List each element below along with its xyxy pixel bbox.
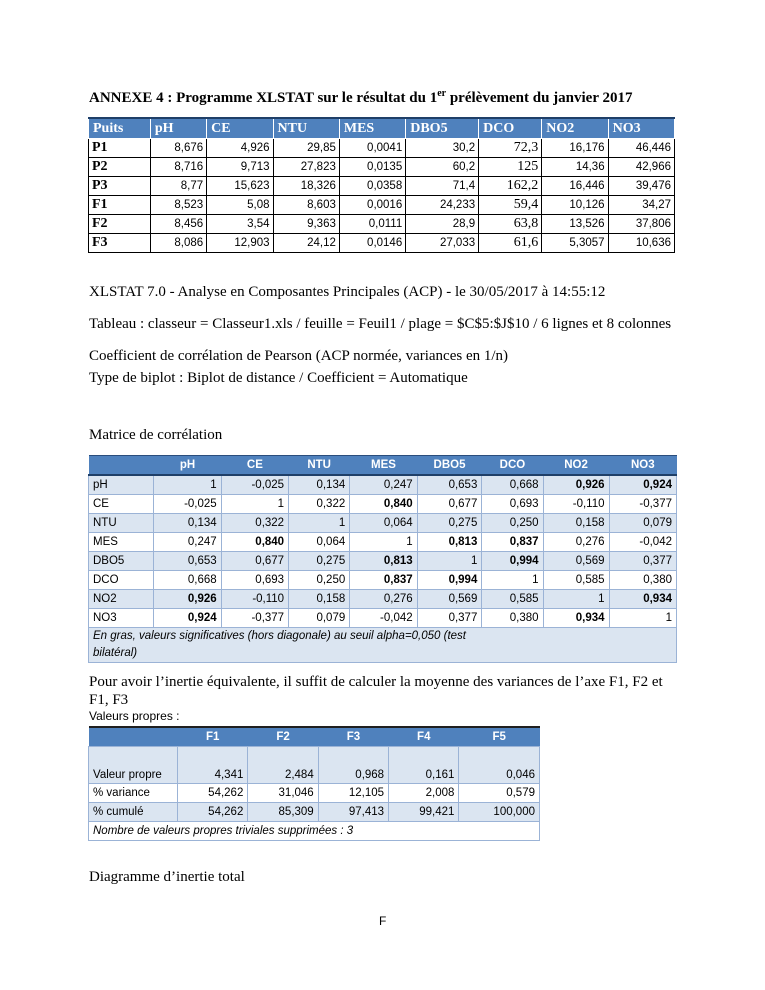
- table-cell: 0,693: [482, 495, 543, 514]
- table-row: [89, 215, 675, 234]
- table-cell: 4,341: [178, 747, 248, 784]
- table-cell: 0,813: [350, 552, 417, 571]
- column-header: F5: [459, 727, 540, 747]
- table-row: [89, 590, 677, 609]
- note-row: [89, 822, 540, 841]
- inertia-diagram-heading: Diagramme d’inertie total: [89, 869, 245, 885]
- table-cell: -0,377: [221, 609, 288, 628]
- column-header: DCO: [482, 456, 543, 476]
- table-cell: 8,676: [150, 139, 206, 158]
- pearson-info: Coefficient de corrélation de Pearson (ACP normée, variances en 1/n): [89, 348, 509, 364]
- table-cell: 97,413: [318, 803, 388, 822]
- row-label: P2: [89, 158, 151, 177]
- row-label: NTU: [89, 514, 154, 533]
- table-cell: 0,322: [289, 495, 350, 514]
- column-header: NO3: [609, 456, 676, 476]
- table-cell: 0,0135: [339, 158, 405, 177]
- table-cell: 10,636: [608, 234, 674, 253]
- row-label: P3: [89, 177, 151, 196]
- table-cell: 0,653: [417, 475, 482, 495]
- eigenvalues-table: [88, 726, 540, 841]
- table-cell: -0,042: [609, 533, 676, 552]
- table-cell: 42,966: [608, 158, 674, 177]
- table-cell: 0,653: [154, 552, 221, 571]
- table-cell: 0,968: [318, 747, 388, 784]
- table-cell: 0,668: [154, 571, 221, 590]
- row-label: F2: [89, 215, 151, 234]
- trivial-eigen-note: Nombre de valeurs propres triviales supprimées : 3: [89, 822, 540, 841]
- column-header: NO3: [608, 118, 674, 139]
- table-cell: -0,110: [221, 590, 288, 609]
- table-cell: 0,569: [417, 590, 482, 609]
- table-cell: 0,0041: [339, 139, 405, 158]
- table-cell: 46,446: [608, 139, 674, 158]
- table-cell: 0,934: [543, 609, 609, 628]
- column-header: NTU: [273, 118, 339, 139]
- table-cell: 0,161: [389, 747, 459, 784]
- column-header: [89, 727, 178, 747]
- row-label: DBO5: [89, 552, 154, 571]
- table-cell: -0,025: [221, 475, 288, 495]
- table-cell: 10,126: [542, 196, 608, 215]
- table-cell: 0,924: [154, 609, 221, 628]
- table-cell: 125: [479, 158, 542, 177]
- column-header: DCO: [479, 118, 542, 139]
- column-header: F4: [389, 727, 459, 747]
- table-cell: 24,12: [273, 234, 339, 253]
- table-cell: -0,025: [154, 495, 221, 514]
- table-cell: 0,840: [350, 495, 417, 514]
- table-cell: 1: [482, 571, 543, 590]
- column-header: NTU: [289, 456, 350, 476]
- row-label: CE: [89, 495, 154, 514]
- table-cell: 30,2: [406, 139, 479, 158]
- table-cell: 5,08: [207, 196, 273, 215]
- table-cell: 0,079: [289, 609, 350, 628]
- annex-title-sup: er: [437, 88, 447, 99]
- table-row: [89, 139, 675, 158]
- table-cell: 0,134: [154, 514, 221, 533]
- table-cell: 0,840: [221, 533, 288, 552]
- table-row: [89, 552, 677, 571]
- column-header: NO2: [543, 456, 609, 476]
- table-cell: 31,046: [248, 784, 318, 803]
- table-cell: 0,275: [417, 514, 482, 533]
- table-row: [89, 234, 675, 253]
- correlation-header-row: [89, 456, 677, 476]
- table-cell: 162,2: [479, 177, 542, 196]
- table-cell: 71,4: [406, 177, 479, 196]
- column-header: Puits: [89, 118, 151, 139]
- table-cell: 0,380: [482, 609, 543, 628]
- correlation-heading: Matrice de corrélation: [89, 427, 223, 443]
- row-label: Valeur propre: [89, 747, 178, 784]
- note-row: [89, 628, 677, 663]
- table-cell: 0,250: [482, 514, 543, 533]
- row-label: P1: [89, 139, 151, 158]
- table-row: [89, 803, 540, 822]
- table-cell: 12,903: [207, 234, 273, 253]
- column-header: NO2: [542, 118, 608, 139]
- table-cell: 0,677: [417, 495, 482, 514]
- table-cell: 1: [609, 609, 676, 628]
- table-cell: 3,54: [207, 215, 273, 234]
- significance-note: En gras, valeurs significatives (hors diagonale) au seuil alpha=0,050 (test bilatéral): [89, 628, 677, 663]
- table-cell: 34,27: [608, 196, 674, 215]
- table-cell: 0,0111: [339, 215, 405, 234]
- table-cell: 8,716: [150, 158, 206, 177]
- table-cell: 2,484: [248, 747, 318, 784]
- table-cell: 0,046: [459, 747, 540, 784]
- correlation-matrix: [88, 455, 677, 663]
- table-cell: 27,823: [273, 158, 339, 177]
- table-cell: 72,3: [479, 139, 542, 158]
- row-label: % cumulé: [89, 803, 178, 822]
- row-label: pH: [89, 475, 154, 495]
- table-cell: 0,275: [289, 552, 350, 571]
- table-cell: 0,813: [417, 533, 482, 552]
- column-header: CE: [207, 118, 273, 139]
- table-row: [89, 495, 677, 514]
- annex-title-suffix: prélèvement du janvier 2017: [446, 90, 633, 106]
- table-cell: 1: [221, 495, 288, 514]
- table-cell: 1: [543, 590, 609, 609]
- table-cell: 0,158: [289, 590, 350, 609]
- column-header: F1: [178, 727, 248, 747]
- table-cell: 24,233: [406, 196, 479, 215]
- table-cell: 0,064: [289, 533, 350, 552]
- table-cell: 0,0146: [339, 234, 405, 253]
- row-label: NO2: [89, 590, 154, 609]
- measurements-header-row: [89, 118, 675, 139]
- annex-title: [89, 88, 632, 107]
- table-cell: 1: [417, 552, 482, 571]
- table-cell: 14,36: [542, 158, 608, 177]
- row-label: DCO: [89, 571, 154, 590]
- table-cell: 0,276: [350, 590, 417, 609]
- table-cell: 0,0358: [339, 177, 405, 196]
- table-cell: 0,926: [154, 590, 221, 609]
- table-row: [89, 533, 677, 552]
- table-cell: 0,380: [609, 571, 676, 590]
- table-cell: 0,158: [543, 514, 609, 533]
- column-header: [89, 456, 154, 476]
- table-row: [89, 514, 677, 533]
- table-cell: 18,326: [273, 177, 339, 196]
- table-row: [89, 784, 540, 803]
- table-cell: 0,994: [417, 571, 482, 590]
- table-cell: 0,377: [417, 609, 482, 628]
- table-cell: 0,585: [482, 590, 543, 609]
- table-cell: 60,2: [406, 158, 479, 177]
- biplot-info: Type de biplot : Biplot de distance / Coefficient = Automatique: [89, 370, 468, 386]
- column-header: pH: [150, 118, 206, 139]
- table-cell: 8,77: [150, 177, 206, 196]
- table-cell: 39,476: [608, 177, 674, 196]
- table-cell: 0,247: [350, 475, 417, 495]
- table-cell: -0,042: [350, 609, 417, 628]
- table-cell: 0,569: [543, 552, 609, 571]
- table-cell: 0,247: [154, 533, 221, 552]
- table-cell: 12,105: [318, 784, 388, 803]
- table-cell: 4,926: [207, 139, 273, 158]
- table-cell: 1: [154, 475, 221, 495]
- measurements-table: [88, 117, 675, 253]
- page-number: F: [379, 914, 387, 928]
- table-cell: 0,994: [482, 552, 543, 571]
- row-label: NO3: [89, 609, 154, 628]
- table-cell: 99,421: [389, 803, 459, 822]
- table-cell: 0,276: [543, 533, 609, 552]
- table-cell: 1: [350, 533, 417, 552]
- table-cell: 59,4: [479, 196, 542, 215]
- table-cell: 0,677: [221, 552, 288, 571]
- table-cell: 61,6: [479, 234, 542, 253]
- table-cell: 0,926: [543, 475, 609, 495]
- table-cell: 0,668: [482, 475, 543, 495]
- column-header: MES: [350, 456, 417, 476]
- table-row: [89, 158, 675, 177]
- xlstat-info: XLSTAT 7.0 - Analyse en Composantes Principales (ACP) - le 30/05/2017 à 14:55:12: [89, 284, 606, 300]
- table-cell: 9,363: [273, 215, 339, 234]
- table-cell: 13,526: [542, 215, 608, 234]
- table-row: [89, 747, 540, 784]
- table-cell: 0,585: [543, 571, 609, 590]
- column-header: DBO5: [417, 456, 482, 476]
- table-cell: 0,134: [289, 475, 350, 495]
- row-label: % variance: [89, 784, 178, 803]
- table-cell: 0,837: [350, 571, 417, 590]
- table-row: [89, 571, 677, 590]
- table-cell: 15,623: [207, 177, 273, 196]
- table-cell: 8,523: [150, 196, 206, 215]
- table-cell: 0,079: [609, 514, 676, 533]
- table-cell: 0,0016: [339, 196, 405, 215]
- table-cell: 54,262: [178, 784, 248, 803]
- table-cell: 0,064: [350, 514, 417, 533]
- inertia-text: Pour avoir l’inertie équivalente, il suffit de calculer la moyenne des variances de l’axe F1, F2 et: [89, 674, 663, 690]
- column-header: MES: [339, 118, 405, 139]
- table-cell: 0,250: [289, 571, 350, 590]
- eigen-header-row: [89, 727, 540, 747]
- table-cell: 0,693: [221, 571, 288, 590]
- table-cell: 0,924: [609, 475, 676, 495]
- table-cell: 8,086: [150, 234, 206, 253]
- eigenvalues-label: Valeurs propres :: [89, 709, 180, 723]
- column-header: F3: [318, 727, 388, 747]
- annex-title-text: ANNEXE 4 : Programme XLSTAT sur le résultat du 1: [89, 90, 438, 106]
- inertia-text-cont: F1, F3: [89, 692, 129, 708]
- column-header: CE: [221, 456, 288, 476]
- table-cell: 63,8: [479, 215, 542, 234]
- table-cell: 27,033: [406, 234, 479, 253]
- table-cell: 16,446: [542, 177, 608, 196]
- table-cell: 9,713: [207, 158, 273, 177]
- table-range-info: Tableau : classeur = Classeur1.xls / feuille = Feuil1 / plage = $C$5:$J$10 / 6 lignes et 8 colonnes: [89, 316, 672, 332]
- row-label: F3: [89, 234, 151, 253]
- table-cell: 5,3057: [542, 234, 608, 253]
- table-cell: 28,9: [406, 215, 479, 234]
- table-cell: 16,176: [542, 139, 608, 158]
- table-cell: 100,000: [459, 803, 540, 822]
- table-row: [89, 609, 677, 628]
- table-cell: 85,309: [248, 803, 318, 822]
- table-cell: 2,008: [389, 784, 459, 803]
- row-label: MES: [89, 533, 154, 552]
- table-cell: -0,377: [609, 495, 676, 514]
- table-cell: 8,603: [273, 196, 339, 215]
- table-cell: 1: [289, 514, 350, 533]
- table-cell: 37,806: [608, 215, 674, 234]
- table-cell: 0,322: [221, 514, 288, 533]
- table-cell: 0,377: [609, 552, 676, 571]
- table-cell: 0,579: [459, 784, 540, 803]
- table-cell: -0,110: [543, 495, 609, 514]
- table-cell: 29,85: [273, 139, 339, 158]
- table-row: [89, 177, 675, 196]
- table-row: [89, 196, 675, 215]
- table-cell: 0,837: [482, 533, 543, 552]
- column-header: pH: [154, 456, 221, 476]
- table-cell: 54,262: [178, 803, 248, 822]
- column-header: DBO5: [406, 118, 479, 139]
- table-row: [89, 475, 677, 495]
- row-label: F1: [89, 196, 151, 215]
- table-cell: 8,456: [150, 215, 206, 234]
- column-header: F2: [248, 727, 318, 747]
- table-cell: 0,934: [609, 590, 676, 609]
